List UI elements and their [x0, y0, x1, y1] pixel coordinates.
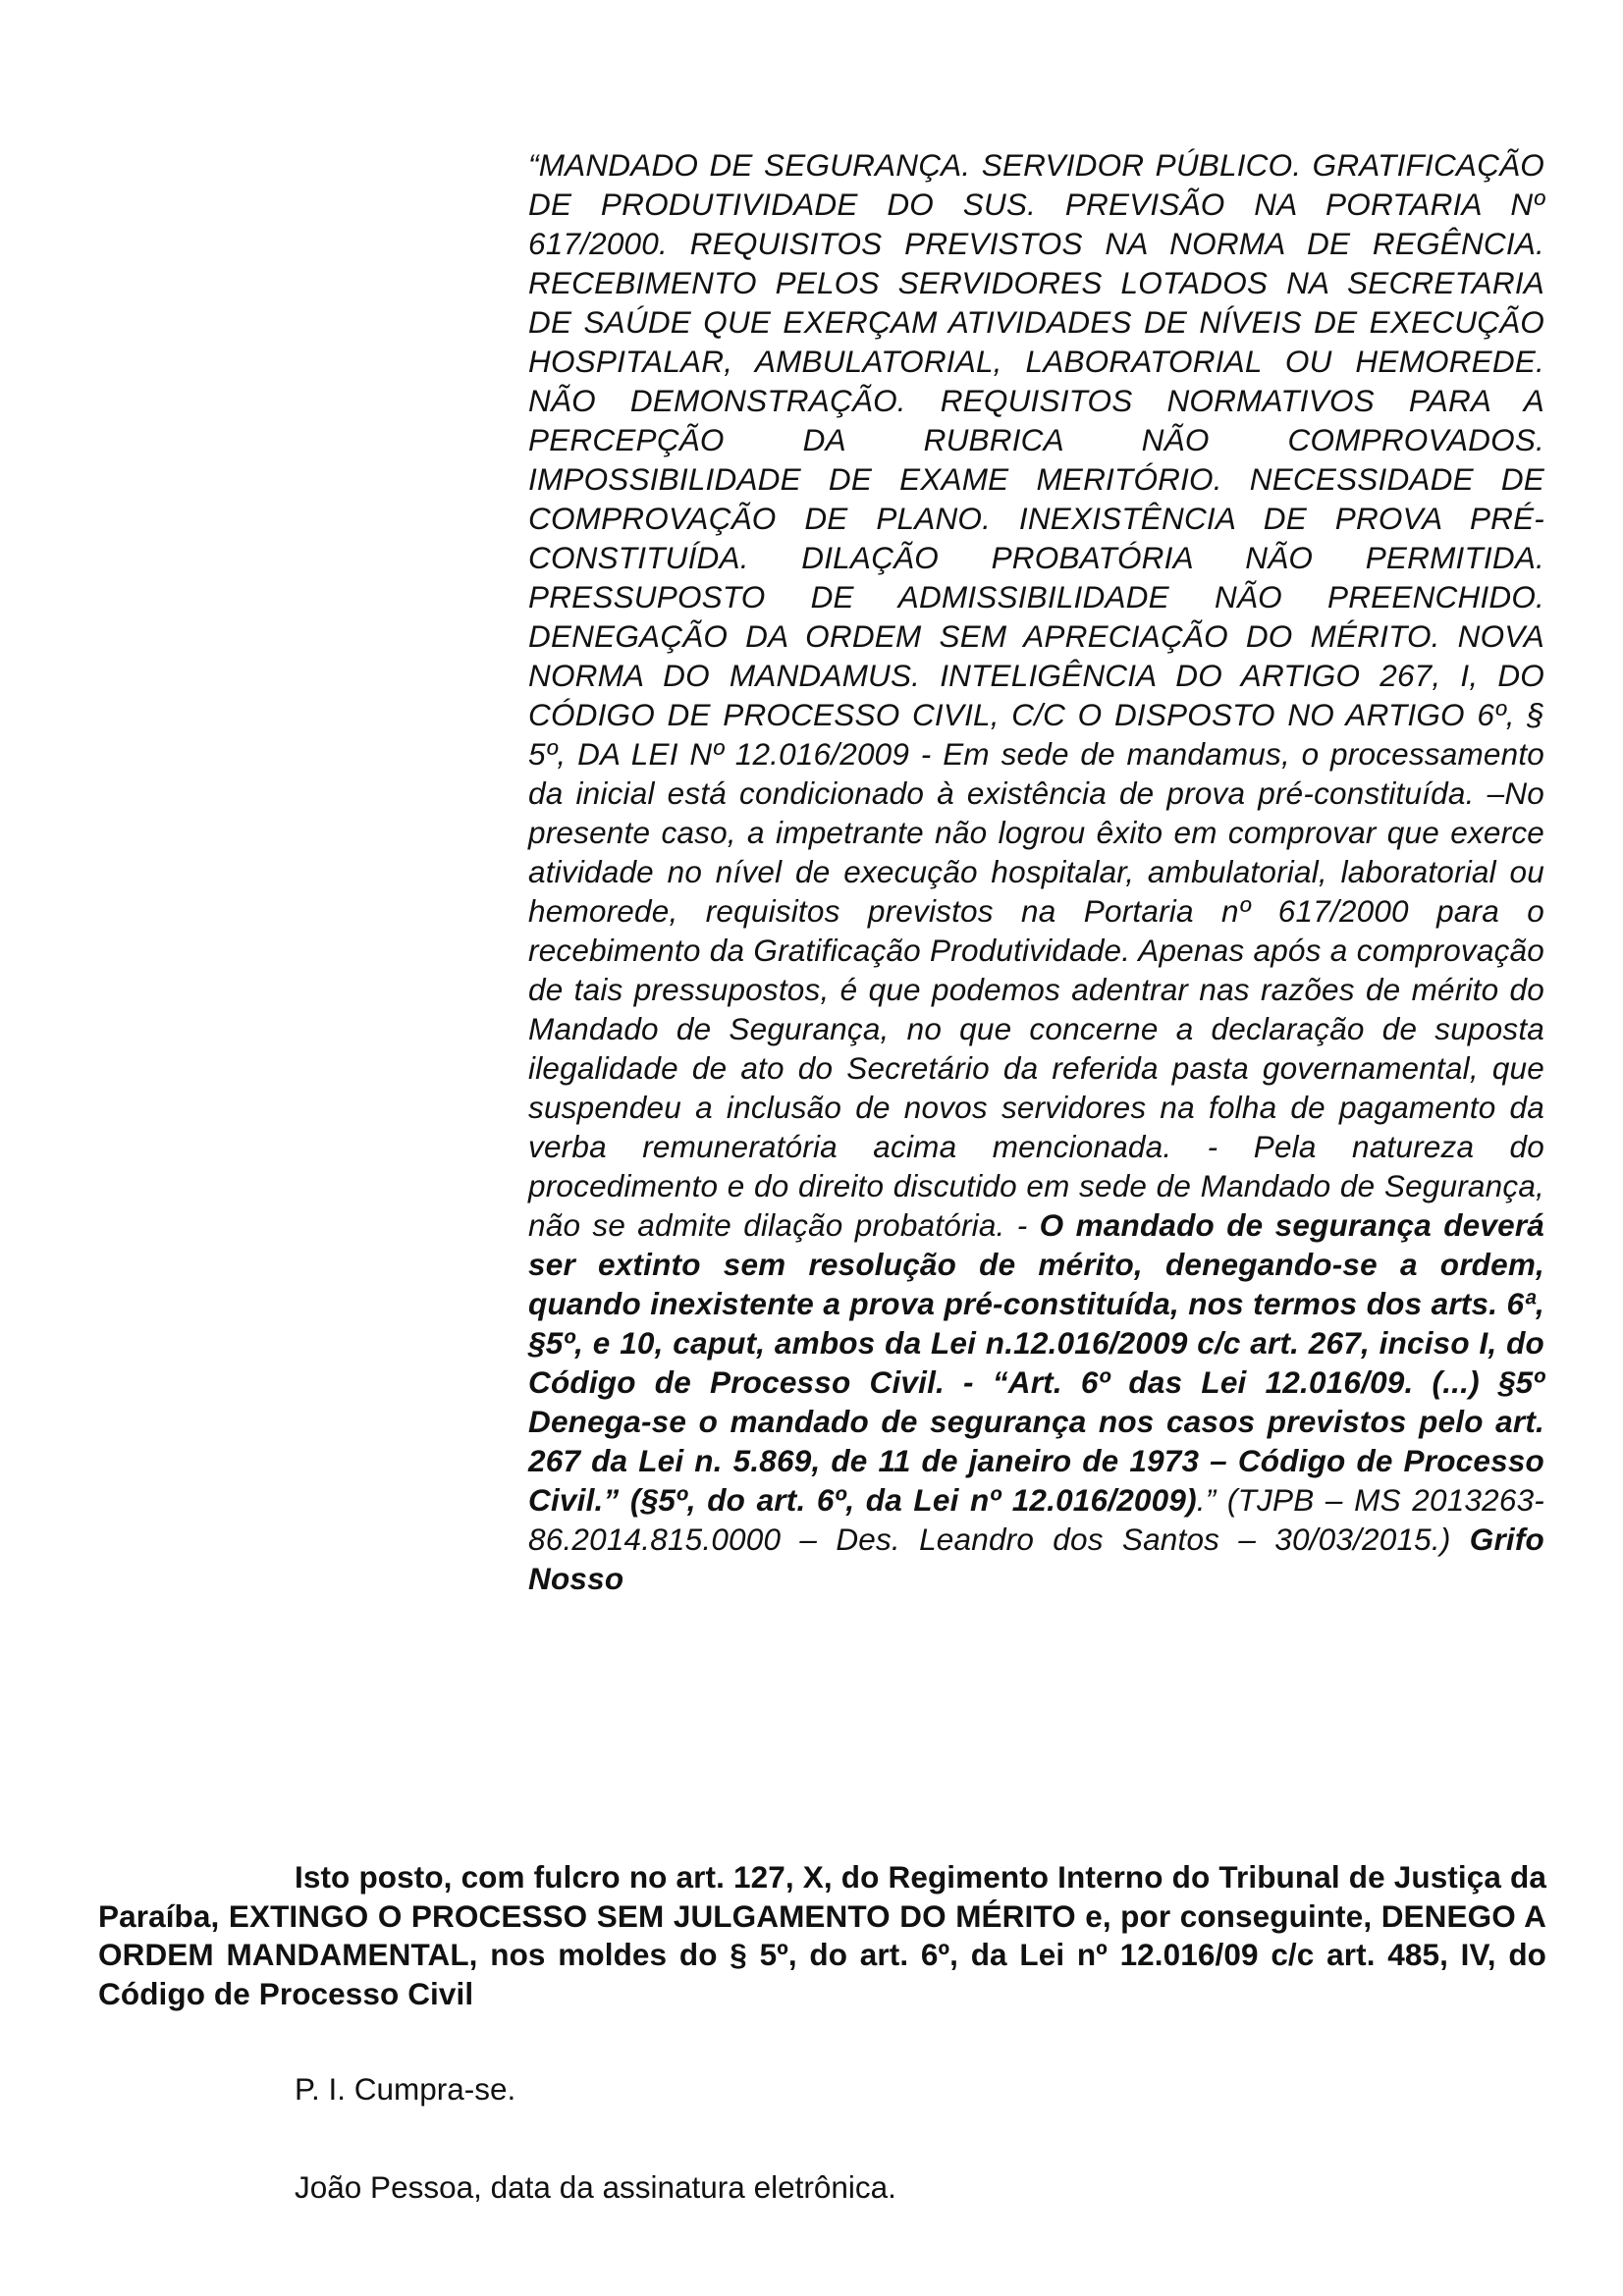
quote-emphasis-note: Grifo Nosso — [528, 1522, 1544, 1596]
closing-line: P. I. Cumpra-se. — [295, 2071, 516, 2107]
quote-bold-text: O mandado de segurança deverá ser extinto sem resolução de mérito, denegando-se a ordem, quando inexistente a prova pré-constituída, nos termos dos arts. 6ª, §5º, e 10, caput, ambos da Lei n.12.016/2009 c/c art. 267, inciso I, do Código de Processo Civil. - “Art. 6º das Lei 12.016/09. (...) §5º Denega-se o mandado de segurança nos casos previstos pelo art. 267 da Lei n. 5.869, de 11 de janeiro de 1973 – Código de Processo Civil.” (§5º, do art. 6º, da Lei nº 12.016/2009) — [528, 1207, 1544, 1518]
jurisprudence-quote — [528, 145, 1544, 1598]
decision-paragraph: Isto posto, com fulcro no art. 127, X, do Regimento Interno do Tribunal de Justiça da Paraíba, EXTINGO O PROCESSO SEM JULGAMENTO DO MÉRITO e, por conseguinte, DENEGO A ORDEM MANDAMENTAL, nos moldes do § 5º, do art. 6º, da Lei nº 12.016/09 c/c art. 485, IV, do Código de Processo Civil — [98, 1859, 1546, 2011]
quote-citation: .” (TJPB – MS 2013263-86.2014.815.0000 – Des. Leandro dos Santos – 30/03/2015.) — [528, 1482, 1544, 1557]
location-date-line: João Pessoa, data da assinatura eletrônica. — [295, 2169, 896, 2205]
quote-text-part1: “MANDADO DE SEGURANÇA. SERVIDOR PÚBLICO. GRATIFICAÇÃO DE PRODUTIVIDADE DO SUS. PREVISÃO NA PORTARIA Nº 617/2000. REQUISITOS PREVISTOS NA NORMA DE REGÊNCIA. RECEBIMENTO PELOS SERVIDORES LOTADOS NA SECRETARIA DE SAÚDE QUE EXERÇAM ATIVIDADES DE NÍVEIS DE EXECUÇÃO HOSPITALAR, AMBULATORIAL, LABORATORIAL OU HEMOREDE. NÃO DEMONSTRAÇÃO. REQUISITOS NORMATIVOS PARA A PERCEPÇÃO DA RUBRICA NÃO COMPROVADOS. IMPOSSIBILIDADE DE EXAME MERITÓRIO. NECESSIDADE DE COMPROVAÇÃO DE PLANO. INEXISTÊNCIA DE PROVA PRÉ-CONSTITUÍDA. DILAÇÃO PROBATÓRIA NÃO PERMITIDA. PRESSUPOSTO DE ADMISSIBILIDADE NÃO PREENCHIDO. DENEGAÇÃO DA ORDEM SEM APRECIAÇÃO DO MÉRITO. NOVA NORMA DO MANDAMUS. INTELIGÊNCIA DO ARTIGO 267, I, DO CÓDIGO DE PROCESSO CIVIL, C/C O DISPOSTO NO ARTIGO 6º, § 5º, DA LEI Nº 12.016/2009 - Em sede de mandamus, o processamento da inicial está condicionado à existência de prova pré-constituída. –No presente caso, a impetrante não logrou êxito em comprovar que exerce atividade no nível de execução hospitalar, ambulatorial, laboratorial ou hemorede, requisitos previstos na Portaria nº 617/2000 para o recebimento da Gratificação Produtividade. Apenas após a comprovação de tais pressupostos, é que podemos adentrar nas razões de mérito do Mandado de Segurança, no que concerne a declaração de suposta ilegalidade de ato do Secretário da referida pasta governamental, que suspendeu a inclusão de novos servidores na folha de pagamento da verba remuneratória acima mencionada. - Pela natureza do procedimento e do direito discutido em sede de Mandado de Segurança, não se admite dilação probatória. - — [528, 147, 1544, 1243]
